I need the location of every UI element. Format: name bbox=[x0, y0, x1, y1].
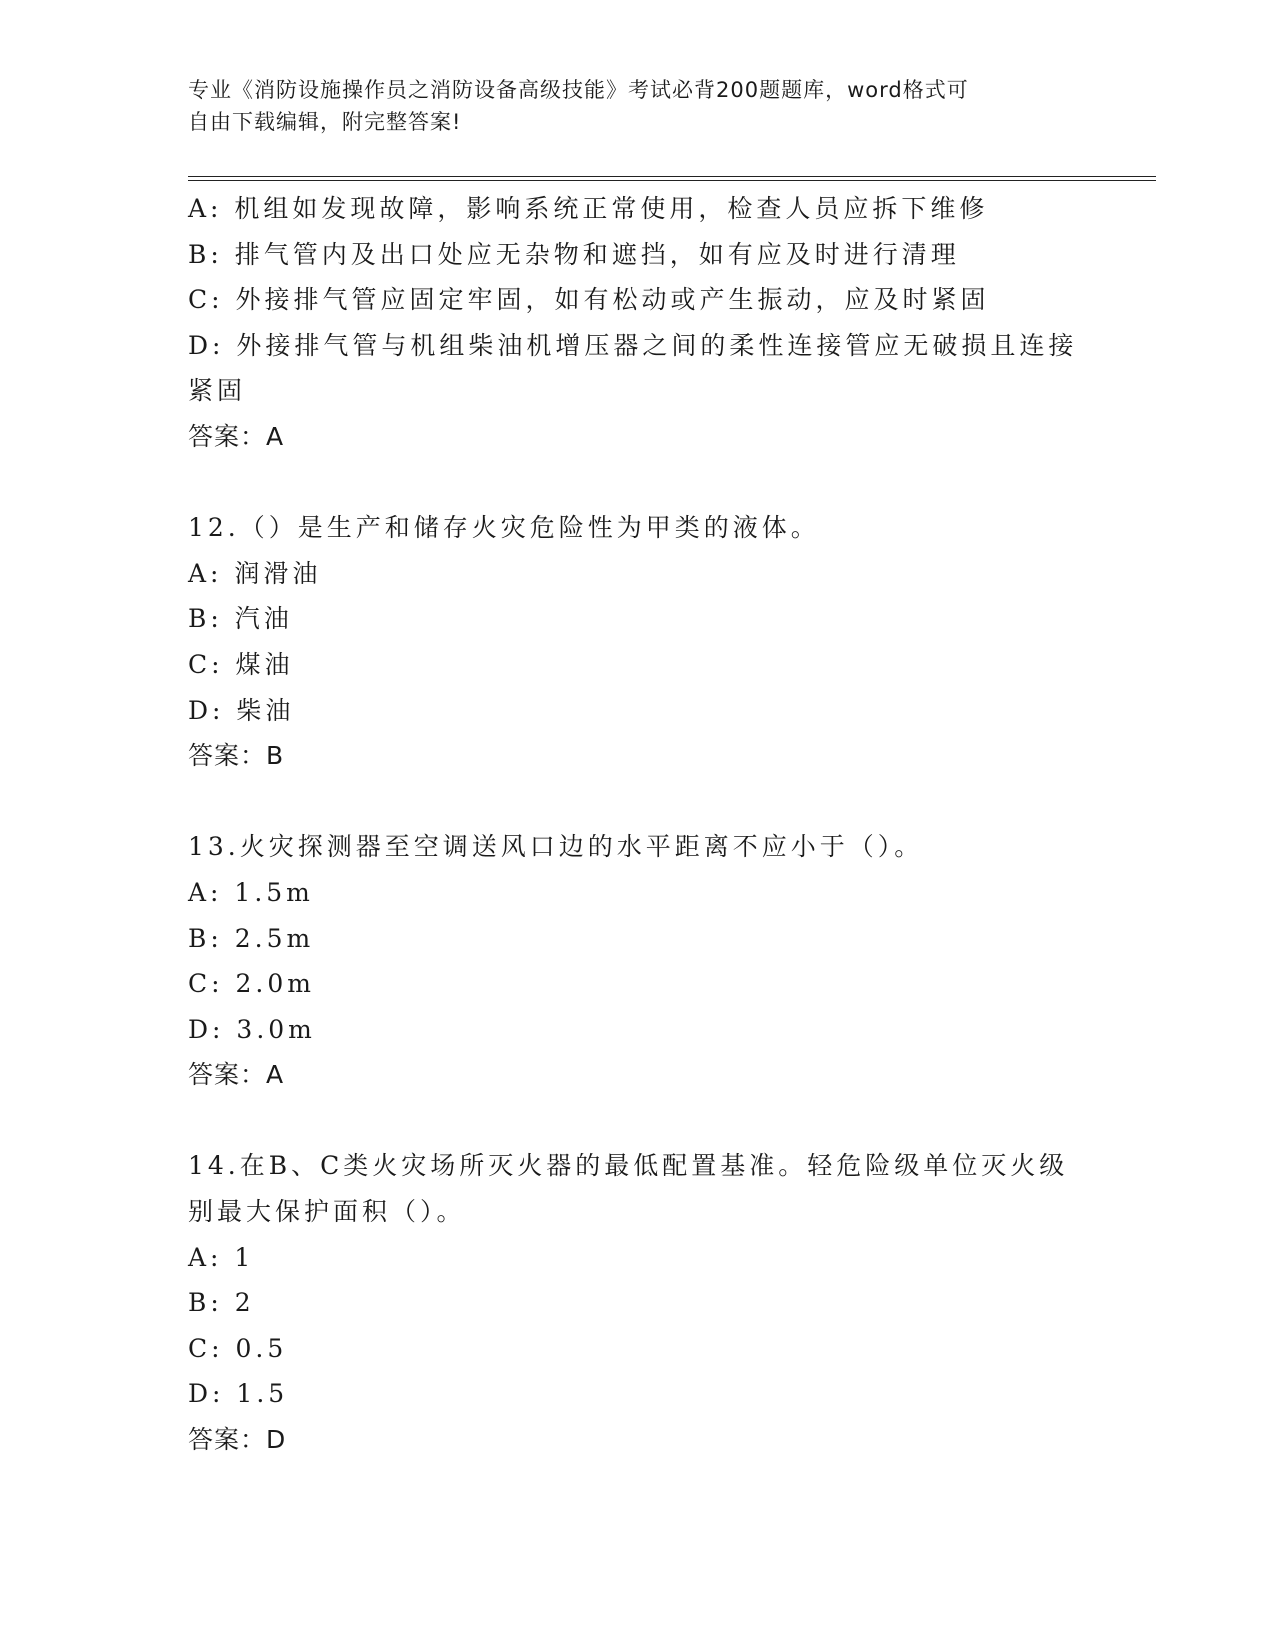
question-block-14 bbox=[188, 1143, 1088, 1462]
spacer bbox=[188, 1098, 1088, 1144]
spacer bbox=[188, 779, 1088, 825]
question-stem-continued: 别最大保护面积（）。 bbox=[188, 1197, 466, 1227]
question-stem: 13.火灾探测器至空调送风口边的水平距离不应小于（）。 bbox=[188, 832, 924, 862]
option-c: C: 煤油 bbox=[188, 649, 294, 679]
answer-label: 答案：D bbox=[188, 1425, 287, 1455]
question-stem: 12.（）是生产和储存火灾危险性为甲类的液体。 bbox=[188, 513, 820, 543]
answer-label: 答案：A bbox=[188, 421, 285, 451]
option-a: A: 1.5m bbox=[188, 877, 314, 907]
option-b: B: 排气管内及出口处应无杂物和遮挡，如有应及时进行清理 bbox=[188, 239, 960, 269]
answer-label: 答案：B bbox=[188, 741, 285, 771]
option-b: B: 2 bbox=[188, 1288, 255, 1318]
option-a: A: 机组如发现故障，影响系统正常使用，检查人员应拆下维修 bbox=[188, 194, 989, 223]
header-title-line-1: 专业《消防设施操作员之消防设备高级技能》考试必背200题题库，word格式可 bbox=[188, 78, 969, 102]
question-list bbox=[188, 186, 1088, 1463]
option-a: A: 润滑油 bbox=[188, 558, 322, 588]
option-a: A: 1 bbox=[188, 1242, 255, 1272]
option-b: B: 2.5m bbox=[188, 923, 315, 953]
header-double-rule bbox=[188, 176, 1156, 181]
option-d-continued: 紧固 bbox=[188, 376, 247, 406]
option-c: C: 0.5 bbox=[188, 1333, 288, 1363]
question-block-12 bbox=[188, 505, 1088, 779]
option-d: D: 外接排气管与机组柴油机增压器之间的柔性连接管应无破损且连接 bbox=[188, 330, 1078, 360]
option-d: D: 柴油 bbox=[188, 695, 295, 725]
option-c: C: 2.0m bbox=[188, 969, 315, 999]
option-b: B: 汽油 bbox=[188, 604, 293, 634]
option-d: D: 3.0m bbox=[188, 1014, 316, 1044]
document-header bbox=[188, 74, 1068, 138]
question-stem: 14.在B、C类火灾场所灭火器的最低配置基准。轻危险级单位灭火级 bbox=[188, 1151, 1069, 1181]
option-d: D: 1.5 bbox=[188, 1379, 289, 1409]
spacer bbox=[188, 460, 1088, 506]
question-block-13 bbox=[188, 824, 1088, 1098]
question-block-11 bbox=[188, 186, 1088, 460]
header-title-line-2: 自由下载编辑，附完整答案! bbox=[188, 110, 462, 134]
option-c: C: 外接排气管应固定牢固，如有松动或产生振动，应及时紧固 bbox=[188, 285, 990, 315]
answer-label: 答案：A bbox=[188, 1060, 285, 1090]
